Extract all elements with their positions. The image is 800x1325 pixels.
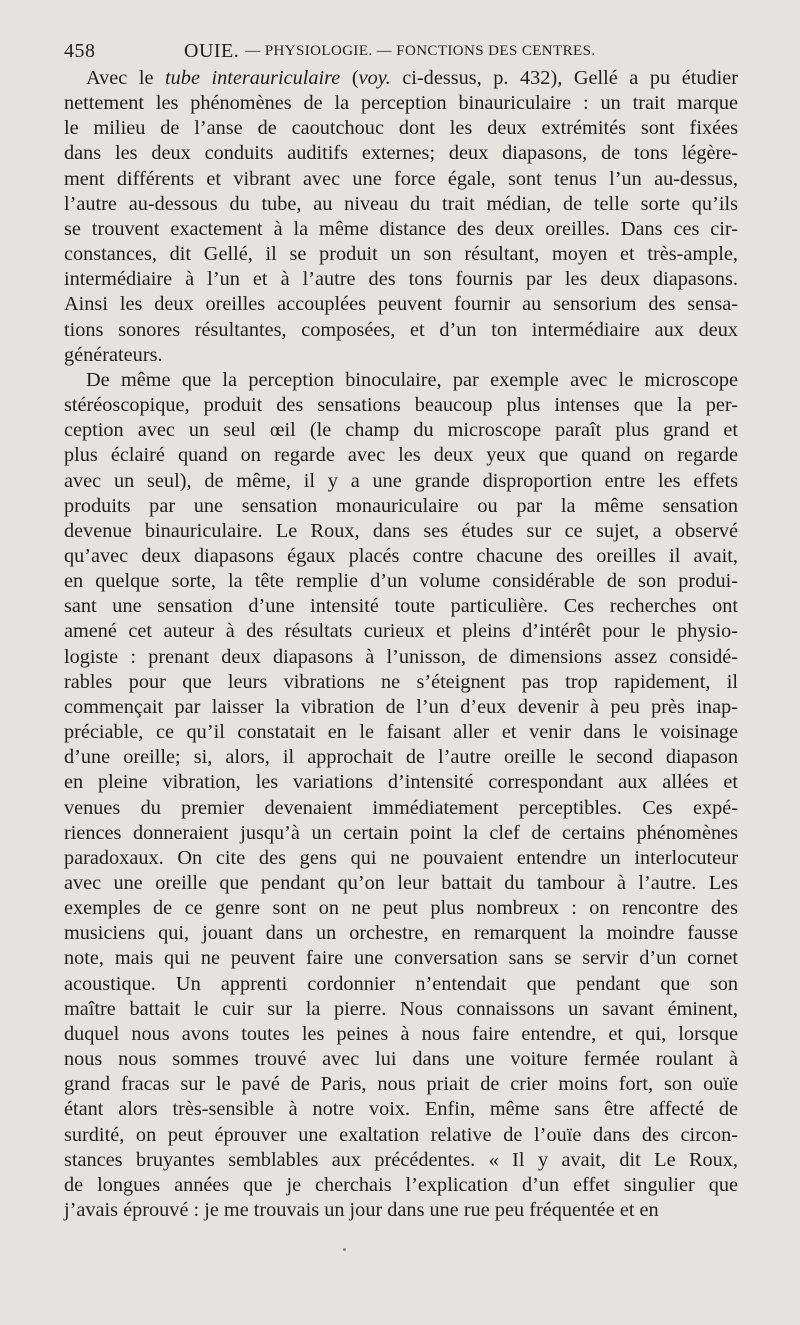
text-line: le milieu de l’anse de caoutchouc dont les deux extrémités sont fixées <box>64 117 738 140</box>
header-section: — PHYSIOLOGIE. — FONCTIONS DES CENTRES. <box>245 42 596 59</box>
text-line: j’avais éprouvé : je me trouvais un jour dans une rue peu fréquentée et en <box>64 1199 659 1222</box>
paragraph <box>64 368 738 1223</box>
text-line: riences donneraient jusqu’à un certain point la clef de certains phénomènes <box>64 821 738 844</box>
text-line: l’autre au-dessous du tube, au niveau du trait médian, de telle sorte qu’ils <box>64 192 738 215</box>
text-line: surdité, on peut éprouver une exaltation relative de l’ouïe dans des circon- <box>64 1123 738 1146</box>
text-line: en quelque sorte, la tête remplie d’un volume considérable de son produi- <box>64 570 738 593</box>
text-line: préciable, ce qu’il constatait en le faisant aller et venir dans le voisinage <box>64 721 738 744</box>
text-line: ception avec un seul œil (le champ du microscope paraît plus grand et <box>64 419 738 442</box>
paragraph <box>64 66 738 368</box>
text-line: avec une oreille que pendant qu’on leur battait du tambour à l’autre. Les <box>64 872 738 894</box>
text-line: d’une oreille; si, alors, il approchait de l’autre oreille le second diapason <box>64 746 738 769</box>
speck-mark <box>343 1248 346 1251</box>
text-line: musiciens qui, jouant dans un orchestre, en remarquent la moindre fausse <box>64 922 738 945</box>
italic-text: tube interauriculaire <box>165 67 341 89</box>
text-line: Ainsi les deux oreilles accouplées peuvent fournir au sensorium des sensa- <box>64 293 738 316</box>
text-line: ment différents et vibrant avec une force égale, sont tenus l’un au-dessus, <box>64 167 738 190</box>
text-line: stéréoscopique, produit des sensations beaucoup plus intenses que la per- <box>64 394 738 417</box>
text-line: avec un seul), de même, il y a une grande disproportion entre les effets <box>64 469 738 492</box>
text-line: nettement les phénomènes de la perception binauriculaire : un trait marque <box>64 92 738 115</box>
text-line: note, mais qui ne peuvent faire une conversation sans se servir d’un cornet <box>64 947 738 970</box>
header-title: OUIE. <box>184 39 240 62</box>
text-line: exemples de ce genre sont on ne peut plus nombreux : on rencontre des <box>64 897 738 920</box>
text-line: De même que la perception binoculaire, par exemple avec le microscope <box>86 368 738 391</box>
text-line: se trouvent exactement à la même distance des deux oreilles. Dans ces cir- <box>64 217 738 240</box>
text-line: acoustique. Un apprenti cordonnier n’entendait que pendant que son <box>64 972 738 995</box>
text-line: dans les deux conduits auditifs externes; deux diapasons, de tons légère- <box>64 142 738 165</box>
italic-text: voy. <box>358 67 391 89</box>
text-line: étant alors très-sensible à notre voix. Enfin, même sans être affecté de <box>64 1098 738 1121</box>
text-line: de longues années que je cherchais l’explication d’un effet singulier que <box>64 1173 738 1196</box>
text-line: amené cet auteur à des résultats curieux et pleins d’intérêt pour le physio- <box>64 620 738 643</box>
text-line: sant une sensation d’une intensité toute particulière. Ces recherches ont <box>64 595 738 618</box>
running-head <box>64 36 736 66</box>
text-line: plus éclairé quand on regarde avec les deux yeux que quand on regarde <box>64 444 738 467</box>
text-run: Avec le <box>86 67 166 89</box>
text-line: en pleine vibration, les variations d’intensité correspondant aux allées et <box>64 771 738 794</box>
body-text <box>64 66 738 1223</box>
text-line: rables pour que leurs vibrations ne s’éteignent pas trop rapidement, il <box>64 670 738 693</box>
text-line: commençait par laisser la vibration de l’un d’eux devenir à peu près inap- <box>64 695 738 718</box>
text-line: duquel nous avons toutes les peines à nous faire entendre, et qui, lorsque <box>64 1022 738 1045</box>
text-line: tions sonores résultantes, composées, et d’un ton intermédiaire aux deux <box>64 318 738 341</box>
text-line: paradoxaux. On cite des gens qui ne pouvaient entendre un interlocuteur <box>64 846 738 869</box>
text-line: maître battait le cuir sur la pierre. Nous connaissons un savant éminent, <box>64 997 738 1020</box>
text-line: qu’avec deux diapasons égaux placés contre chacune des oreilles il avait, <box>64 544 738 567</box>
text-line: nous nous sommes trouvé avec lui dans une voiture fermée roulant à <box>64 1048 738 1071</box>
text-line: stances bruyantes semblables aux précédentes. « Il y avait, dit Le Roux, <box>64 1148 738 1171</box>
text-line: grand fracas sur le pavé de Paris, nous priait de crier moins fort, son ouïe <box>64 1073 738 1096</box>
page-number: 458 <box>64 39 96 62</box>
text-line: venues du premier devenaient immédiatement perceptibles. Ces expé- <box>64 796 738 819</box>
text-line: générateurs. <box>64 343 163 366</box>
text-line: constances, dit Gellé, il se produit un son résultant, moyen et très-ample, <box>64 243 738 266</box>
text-run: ci-dessus, p. 432), Gellé a pu étudier <box>390 67 738 89</box>
text-line: logiste : prenant deux diapasons à l’unisson, de dimensions assez considé- <box>64 645 738 668</box>
text-run: ( <box>340 67 359 89</box>
text-line: produits par une sensation monauriculaire ou par la même sensation <box>64 494 738 517</box>
text-line: intermédiaire à l’un et à l’autre des tons fournis par les deux diapasons. <box>64 268 738 291</box>
text-line <box>64 66 738 91</box>
text-line: devenue binauriculaire. Le Roux, dans ses études sur ce sujet, a observé <box>64 519 738 542</box>
